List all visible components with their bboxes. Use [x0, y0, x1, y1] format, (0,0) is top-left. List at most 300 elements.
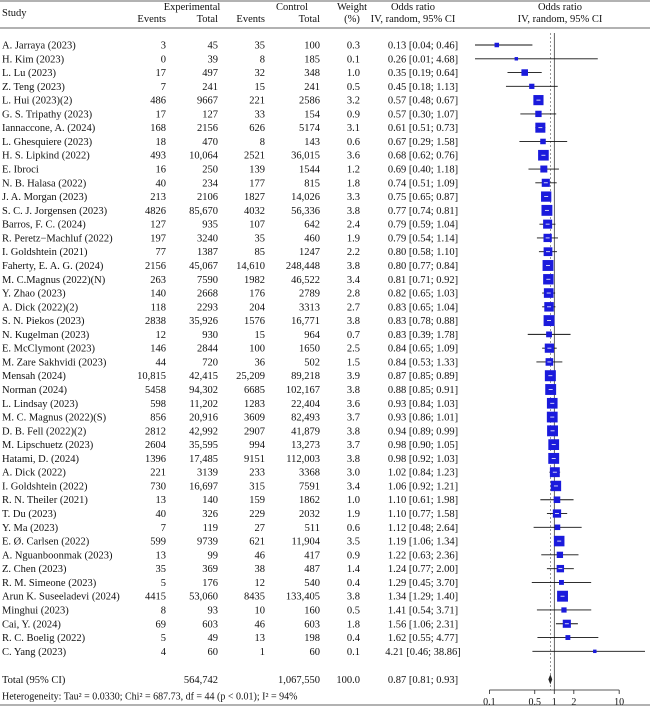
ctl-total-value: 540 — [304, 577, 320, 589]
or-plot-method-header: IV, random, 95% CI — [517, 14, 603, 25]
weight-value: 3.8 — [346, 591, 360, 603]
exp-total-value: 9739 — [197, 536, 218, 548]
study-name: Iannaccone, A. (2024) — [2, 123, 96, 135]
weight-value: 3.3 — [346, 192, 360, 204]
or-ci-value: 0.81 [0.71; 0.92] — [387, 274, 459, 286]
exp-events-value: 17 — [155, 109, 166, 121]
exp-events-value: 8 — [160, 605, 166, 617]
or-ci-value: 0.79 [0.54; 1.14] — [387, 233, 459, 245]
exp-total-value: 17,485 — [189, 453, 218, 465]
ctl-events-value: 2521 — [244, 150, 265, 162]
exp-events-value: 2156 — [145, 260, 166, 272]
ctl-events-value: 139 — [249, 164, 265, 176]
study-name: M. Zare Sakhvidi (2023) — [2, 357, 107, 369]
study-name: A. Dick (2022)(2) — [2, 302, 79, 314]
or-text-header: Odds ratio — [390, 2, 436, 13]
exp-events-value: 2812 — [145, 426, 166, 438]
exp-events-value: 127 — [150, 219, 166, 231]
ctl-total-value: 133,405 — [285, 591, 320, 603]
weight-value: 2.2 — [346, 247, 360, 259]
or-ci-value: 1.12 [0.48; 2.64] — [387, 522, 459, 534]
exp-total-value: 140 — [202, 495, 218, 507]
study-box — [593, 650, 596, 653]
ctl-events-value: 36 — [254, 357, 265, 369]
weight-value: 1.5 — [346, 357, 360, 369]
x-axis-tick-label: 1 — [551, 697, 557, 708]
ctl-total-value: 198 — [304, 633, 320, 645]
exp-events-value: 3 — [160, 40, 166, 52]
study-name: L. Ghesquiere (2023) — [2, 136, 93, 148]
or-ci-value: 0.61 [0.51; 0.73] — [387, 123, 459, 135]
weight-value: 3.5 — [346, 536, 360, 548]
ctl-total-value: 511 — [304, 522, 320, 534]
study-box — [546, 331, 552, 337]
ctl-total-value: 82,493 — [291, 412, 320, 424]
ctl-events-value: 3609 — [244, 412, 265, 424]
ctl-total-value: 603 — [304, 619, 320, 631]
or-ci-value: 0.74 [0.51; 1.09] — [387, 178, 459, 190]
study-name: S. C. J. Jorgensen (2023) — [2, 205, 108, 217]
ctl-events-value: 626 — [249, 123, 265, 135]
or-ci-value: 0.79 [0.59; 1.04] — [387, 219, 459, 231]
ctl-total-value: 3368 — [299, 467, 320, 479]
exp-events-value: 598 — [150, 398, 166, 410]
exp-events-value: 5458 — [145, 385, 166, 396]
study-box — [521, 69, 528, 76]
total-weight-value: 100.0 — [336, 674, 360, 686]
exp-total-value: 39 — [207, 54, 218, 66]
weight-value: 1.4 — [346, 564, 360, 576]
study-name: M. C.Magnus (2022)(N) — [2, 274, 106, 286]
total-label: Total (95% CI) — [2, 674, 66, 686]
ctl-events-value: 27 — [254, 522, 265, 534]
exp-events-value: 77 — [155, 247, 166, 259]
or-ci-value: 1.10 [0.77; 1.58] — [387, 509, 459, 521]
exp-events-value: 40 — [155, 178, 166, 190]
ctl-total-value: 154 — [304, 109, 320, 121]
ctl-events-value: 25,209 — [236, 371, 265, 383]
study-name: Mensah (2024) — [2, 371, 66, 383]
or-ci-value: 0.13 [0.04; 0.46] — [387, 40, 459, 52]
ctl-events-value: 85 — [254, 247, 265, 259]
study-name: Z. Teng (2023) — [2, 81, 65, 93]
study-name: Cai, Y. (2024) — [2, 619, 61, 631]
or-ci-value: 1.62 [0.55; 4.77] — [387, 633, 459, 645]
study-name: J. A. Morgan (2023) — [2, 192, 88, 204]
ctl-total-value: 2586 — [299, 95, 320, 107]
exp-events-value: 44 — [155, 357, 166, 369]
study-box — [535, 111, 541, 117]
exp-total-value: 935 — [202, 219, 218, 231]
exp-total-value: 2156 — [197, 123, 218, 135]
ctl-events-value: 15 — [254, 329, 265, 341]
exp-total-value: 1387 — [197, 247, 218, 259]
or-ci-value: 0.98 [0.90; 1.05] — [387, 440, 459, 452]
or-ci-value: 0.77 [0.74; 0.81] — [387, 205, 459, 217]
or-ci-value: 1.24 [0.77; 2.00] — [387, 564, 459, 576]
total-exp-value: 564,742 — [183, 674, 218, 686]
exp-total-value: 7590 — [197, 274, 218, 286]
or-ci-value: 0.68 [0.62; 0.76] — [387, 150, 459, 162]
weight-value: 0.1 — [346, 54, 360, 66]
exp-events-value: 2604 — [145, 440, 166, 452]
study-name: T. Du (2023) — [2, 509, 57, 521]
exp-events-value: 7 — [160, 81, 166, 93]
ctl-total-value: 241 — [304, 81, 320, 93]
exp-events-value: 0 — [160, 54, 166, 66]
exp-events-value: 493 — [150, 150, 166, 162]
or-ci-value: 0.45 [0.18; 1.13] — [387, 81, 459, 93]
exp-events-value: 197 — [150, 233, 166, 245]
study-name: R. Peretz−Machluf (2022) — [2, 233, 113, 245]
ctl-total-value: 964 — [304, 329, 320, 341]
weight-value: 1.0 — [346, 495, 360, 507]
ctl-events-value: 46 — [254, 550, 265, 562]
weight-value: 0.1 — [346, 646, 360, 658]
exp-events-value: 10,815 — [137, 371, 166, 383]
weight-value: 0.7 — [346, 329, 360, 341]
study-name: S. N. Piekos (2023) — [2, 316, 85, 328]
ctl-events-value: 100 — [249, 343, 265, 355]
ctl-total-value: 11,904 — [291, 536, 320, 548]
ctl-total-value: 100 — [304, 40, 320, 52]
weight-value: 0.5 — [346, 605, 360, 617]
x-axis-tick-label: 2 — [571, 697, 577, 708]
ctl-events-value: 176 — [249, 288, 265, 300]
study-name: R. M. Simeone (2023) — [2, 577, 97, 589]
weight-unit-header: (%) — [344, 14, 360, 25]
pooled-diamond — [548, 674, 552, 684]
or-ci-value: 1.34 [1.29; 1.40] — [387, 591, 459, 603]
weight-value: 3.8 — [346, 385, 360, 396]
weight-value: 3.8 — [346, 453, 360, 465]
exp-total-value: 16,697 — [189, 481, 218, 493]
exp-events-value: 12 — [155, 329, 166, 341]
exp-total-value: 9667 — [197, 95, 218, 107]
exp-total-value: 3240 — [197, 233, 218, 245]
weight-value: 0.5 — [346, 81, 360, 93]
ctl-total-value: 143 — [304, 136, 320, 148]
exp-total-value: 497 — [202, 68, 218, 80]
study-name: Norman (2024) — [2, 385, 68, 396]
ctl-events-value: 35 — [254, 233, 265, 245]
exp-total-value: 720 — [202, 357, 218, 369]
exp-events-value: 4 — [160, 646, 166, 658]
ctl-total-value: 56,336 — [291, 205, 320, 217]
ctl-total-value: 22,404 — [291, 398, 320, 410]
ctl-total-value: 1862 — [299, 495, 320, 507]
or-ci-value: 0.93 [0.86; 1.01] — [387, 412, 459, 424]
study-name: Barros, F. C. (2024) — [2, 219, 86, 231]
exp-total-value: 2106 — [197, 192, 218, 204]
ctl-total-value: 1247 — [299, 247, 320, 259]
weight-value: 0.6 — [346, 136, 360, 148]
weight-value: 1.9 — [346, 509, 360, 521]
exp-total-value: 49 — [207, 633, 218, 645]
exp-events-value: 40 — [155, 509, 166, 521]
ctl-total-value: 642 — [304, 219, 320, 231]
ctl-events-value: 2907 — [244, 426, 265, 438]
or-ci-value: 0.83 [0.39; 1.78] — [387, 329, 459, 341]
x-axis-tick-label: 0.1 — [483, 697, 496, 708]
exp-total-header: Total — [196, 14, 218, 25]
exp-total-value: 326 — [202, 509, 218, 521]
study-name: M. Lipschuetz (2023) — [2, 440, 94, 452]
ctl-total-value: 487 — [304, 564, 320, 576]
exp-events-value: 35 — [155, 564, 166, 576]
exp-total-value: 176 — [202, 577, 218, 589]
weight-value: 3.1 — [346, 123, 360, 135]
study-name: E. Ibroci — [2, 164, 39, 176]
study-name: E. Ø. Carlsen (2022) — [2, 536, 90, 548]
weight-value: 0.3 — [346, 40, 360, 52]
study-name: A. Jarraya (2023) — [2, 40, 76, 52]
weight-value: 0.9 — [346, 550, 360, 562]
or-ci-value: 1.02 [0.84; 1.23] — [387, 467, 459, 479]
exp-total-value: 99 — [207, 550, 218, 562]
study-name: R. C. Boelig (2022) — [2, 633, 86, 645]
ctl-events-value: 35 — [254, 40, 265, 52]
ctl-total-value: 1544 — [299, 164, 320, 176]
weight-value: 3.8 — [346, 426, 360, 438]
weight-value: 1.8 — [346, 619, 360, 631]
exp-total-value: 11,202 — [189, 398, 218, 410]
exp-total-value: 119 — [202, 522, 218, 534]
exp-events-value: 118 — [150, 302, 166, 314]
ctl-total-value: 2032 — [299, 509, 320, 521]
ctl-total-value: 815 — [304, 178, 320, 190]
study-name: L. Lindsay (2023) — [2, 398, 79, 410]
ctl-total-value: 89,218 — [291, 371, 320, 383]
weight-value: 3.8 — [346, 260, 360, 272]
study-name: M. C. Magnus (2022)(S) — [2, 412, 107, 424]
ctl-total-value: 160 — [304, 605, 320, 617]
or-text-method-header: IV, random, 95% CI — [370, 14, 456, 25]
exp-events-value: 2838 — [145, 316, 166, 328]
exp-total-value: 2668 — [197, 288, 218, 300]
study-name: A. Nguanboonmak (2023) — [2, 550, 113, 562]
weight-value: 1.8 — [346, 178, 360, 190]
exp-total-value: 2293 — [197, 302, 218, 314]
study-name: N. Kugelman (2023) — [2, 329, 90, 341]
exp-events-value: 4826 — [145, 205, 166, 217]
ctl-events-value: 46 — [254, 619, 265, 631]
exp-events-value: 5 — [160, 577, 166, 589]
or-ci-value: 0.35 [0.19; 0.64] — [387, 68, 459, 80]
exp-events-header: Events — [137, 14, 166, 25]
weight-value: 3.7 — [346, 440, 360, 452]
or-ci-value: 0.69 [0.40; 1.18] — [387, 164, 459, 176]
ctl-events-value: 315 — [249, 481, 265, 493]
study-name: Hatami, D. (2024) — [2, 453, 79, 465]
or-ci-value: 0.94 [0.89; 0.99] — [387, 426, 459, 438]
ctl-events-value: 994 — [249, 440, 265, 452]
ctl-events-value: 221 — [249, 95, 265, 107]
exp-events-value: 69 — [155, 619, 166, 631]
exp-events-value: 5 — [160, 633, 166, 645]
ctl-events-value: 177 — [249, 178, 265, 190]
ctl-events-value: 9151 — [244, 453, 265, 465]
exp-total-value: 603 — [202, 619, 218, 631]
exp-total-value: 85,670 — [189, 205, 218, 217]
study-name: C. Yang (2023) — [2, 646, 67, 658]
exp-events-value: 1396 — [145, 453, 166, 465]
study-name: N. B. Halasa (2022) — [2, 178, 87, 190]
exp-total-value: 470 — [202, 136, 218, 148]
study-box — [559, 580, 564, 585]
or-ci-value: 0.98 [0.92; 1.03] — [387, 453, 459, 465]
exp-total-value: 93 — [207, 605, 218, 617]
study-box — [515, 57, 518, 60]
or-ci-value: 4.21 [0.46; 38.86] — [385, 646, 461, 658]
exp-total-value: 20,916 — [189, 412, 218, 424]
study-name: Z. Chen (2023) — [2, 564, 67, 576]
study-box — [555, 525, 561, 531]
exp-total-value: 35,595 — [189, 440, 218, 452]
study-name: L. Hui (2023)(2) — [2, 95, 73, 107]
or-ci-value: 0.82 [0.65; 1.03] — [387, 288, 459, 300]
ctl-total-value: 417 — [304, 550, 320, 562]
weight-value: 3.4 — [346, 274, 360, 286]
ctl-events-value: 1283 — [244, 398, 265, 410]
study-name: Y. Ma (2023) — [2, 522, 59, 534]
ctl-events-value: 8 — [259, 54, 265, 66]
exp-events-value: 13 — [155, 495, 166, 507]
weight-value: 3.2 — [346, 95, 360, 107]
study-name: R. N. Theiler (2021) — [2, 495, 88, 507]
exp-total-value: 42,415 — [189, 371, 218, 383]
exp-total-value: 42,992 — [189, 426, 218, 438]
experimental-header: Experimental — [163, 2, 221, 13]
exp-events-value: 856 — [150, 412, 166, 424]
weight-value: 2.8 — [346, 288, 360, 300]
heterogeneity-text: Heterogeneity: Tau² = 0.0330; Chi² = 687.73, df = 44 (p < 0.01); I² = 94% — [2, 691, 298, 703]
ctl-events-value: 1827 — [244, 192, 265, 204]
weight-value: 3.0 — [346, 467, 360, 479]
study-name: I. Goldshtein (2022) — [2, 481, 88, 493]
exp-events-value: 263 — [150, 274, 166, 286]
study-box — [554, 496, 561, 503]
or-ci-value: 0.80 [0.77; 0.84] — [387, 260, 459, 272]
total-ctl-value: 1,067,550 — [278, 674, 320, 686]
exp-events-value: 168 — [150, 123, 166, 135]
or-ci-value: 0.67 [0.29; 1.58] — [387, 136, 459, 148]
ctl-events-value: 10 — [254, 605, 265, 617]
study-box — [557, 552, 563, 558]
ctl-events-value: 1 — [259, 646, 265, 658]
study-box — [540, 139, 546, 145]
ctl-total-value: 1650 — [299, 343, 320, 355]
weight-value: 3.9 — [346, 371, 360, 383]
study-name: H. S. Lipkind (2022) — [2, 150, 90, 162]
ctl-events-header: Events — [236, 14, 265, 25]
weight-header: Weight — [336, 2, 368, 13]
ctl-events-value: 6685 — [244, 385, 265, 396]
ctl-total-header: Total — [298, 14, 320, 25]
or-ci-value: 0.87 [0.85; 0.89] — [387, 371, 459, 383]
weight-value: 2.5 — [346, 343, 360, 355]
exp-events-value: 140 — [150, 288, 166, 300]
or-ci-value: 0.88 [0.85; 0.91] — [387, 385, 459, 396]
or-ci-value: 1.22 [0.63; 2.36] — [387, 550, 459, 562]
exp-total-value: 45,067 — [189, 260, 218, 272]
weight-value: 3.8 — [346, 205, 360, 217]
study-name: G. S. Tripathy (2023) — [2, 109, 93, 121]
x-axis-tick-label: 0.5 — [528, 697, 542, 708]
ctl-events-value: 229 — [249, 509, 265, 521]
weight-value: 1.9 — [346, 233, 360, 245]
study-name: I. Goldshtein (2021) — [2, 247, 88, 259]
ctl-events-value: 233 — [249, 467, 265, 479]
exp-events-value: 4415 — [145, 591, 166, 603]
ctl-events-value: 204 — [249, 302, 265, 314]
study-name: D. B. Fell (2022)(2) — [2, 426, 87, 438]
ctl-events-value: 32 — [254, 68, 265, 80]
exp-events-value: 13 — [155, 550, 166, 562]
exp-events-value: 221 — [150, 467, 166, 479]
or-ci-value: 0.84 [0.53; 1.33] — [387, 357, 459, 369]
exp-total-value: 94,302 — [189, 385, 218, 396]
exp-total-value: 250 — [202, 164, 218, 176]
exp-total-value: 369 — [202, 564, 218, 576]
ctl-total-value: 60 — [309, 646, 320, 658]
ctl-total-value: 14,026 — [291, 192, 320, 204]
ctl-total-value: 3313 — [299, 302, 320, 314]
ctl-total-value: 5174 — [299, 123, 320, 135]
exp-total-value: 234 — [202, 178, 218, 190]
study-header: Study — [2, 8, 27, 19]
ctl-total-value: 16,771 — [291, 316, 320, 328]
ctl-events-value: 8435 — [244, 591, 265, 603]
ctl-total-value: 46,522 — [291, 274, 320, 286]
ctl-events-value: 38 — [254, 564, 265, 576]
ctl-events-value: 1576 — [244, 316, 265, 328]
or-ci-value: 1.19 [1.06; 1.34] — [387, 536, 459, 548]
ctl-total-value: 102,167 — [285, 385, 320, 396]
or-ci-value: 0.83 [0.78; 0.88] — [387, 316, 459, 328]
ctl-total-value: 7591 — [299, 481, 320, 493]
study-name: A. Dick (2022) — [2, 467, 66, 479]
x-axis-tick-label: 10 — [614, 697, 625, 708]
exp-events-value: 730 — [150, 481, 166, 493]
or-ci-value: 0.93 [0.84; 1.03] — [387, 398, 459, 410]
ctl-total-value: 248,448 — [285, 260, 320, 272]
exp-total-value: 60 — [207, 646, 218, 658]
study-box — [540, 166, 547, 173]
ctl-events-value: 107 — [249, 219, 265, 231]
study-name: H. Kim (2023) — [2, 54, 65, 66]
weight-value: 3.6 — [346, 150, 360, 162]
weight-value: 1.0 — [346, 68, 360, 80]
exp-total-value: 53,060 — [189, 591, 218, 603]
ctl-events-value: 159 — [249, 495, 265, 507]
or-ci-value: 1.29 [0.45; 3.70] — [387, 577, 459, 589]
control-header: Control — [275, 2, 309, 13]
ctl-events-value: 621 — [249, 536, 265, 548]
or-ci-value: 0.83 [0.65; 1.04] — [387, 302, 459, 314]
study-box — [529, 84, 534, 89]
weight-value: 3.8 — [346, 316, 360, 328]
exp-total-value: 930 — [202, 329, 218, 341]
ctl-events-value: 4032 — [244, 205, 265, 217]
ctl-events-value: 8 — [259, 136, 265, 148]
ctl-events-value: 15 — [254, 81, 265, 93]
weight-value: 3.4 — [346, 481, 360, 493]
study-name: Minghui (2023) — [2, 605, 69, 617]
weight-value: 2.4 — [346, 219, 360, 231]
exp-events-value: 486 — [150, 95, 166, 107]
ctl-events-value: 14,610 — [236, 260, 265, 272]
